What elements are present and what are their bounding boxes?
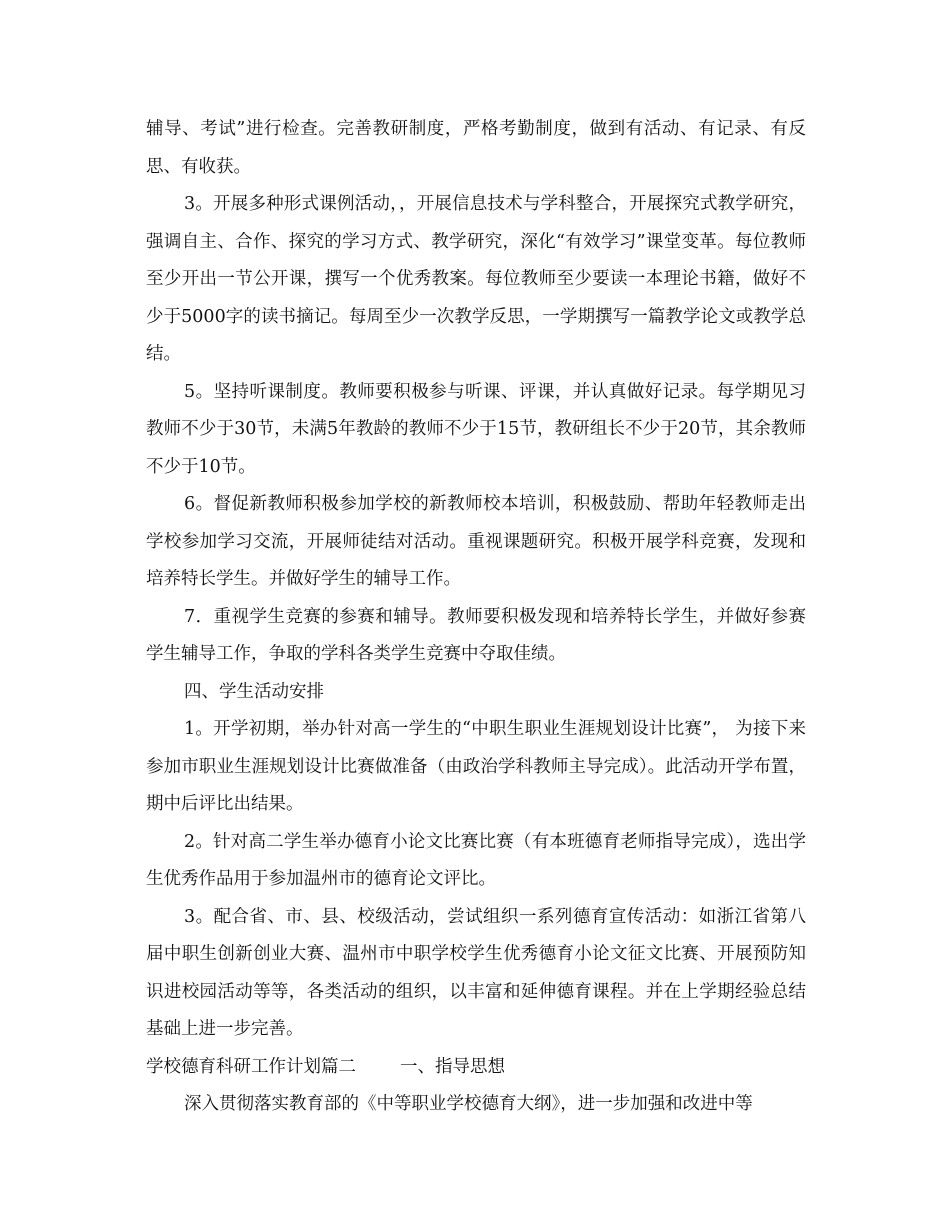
paragraph-2: 5。坚持听课制度。教师要积极参与听课、评课，并认真做好记录。每学期见习教师不少于30节，未满5年教龄的教师不少于15节，教研组长不少于20节，其余教师不少于10节。 — [146, 381, 806, 477]
paragraph-0: 辅导、考试”进行检查。完善教研制度，严格考勤制度，做到有活动、有记录、有反思、有收获。 — [146, 119, 806, 177]
paragraph-7: 2。针对高二学生举办德育小论文比赛比赛（有本班德育老师指导完成），选出学生优秀作品用于参加温州市的德育论文评比。 — [146, 831, 806, 889]
paragraph-8: 3。配合省、市、县、校级活动，尝试组织一系列德育宣传活动：如浙江省第八届中职生创新创业大赛、温州市中职学校学生优秀德育小论文征文比赛、开展预防知识进校园活动等等，各类活动的组织，以丰富和延伸德育课程。并在上学期经验总结基础上进一步完善。 — [146, 906, 806, 1039]
paragraph-3: 6。督促新教师积极参加学校的新教师校本培训，积极鼓励、帮助年轻教师走出学校参加学习交流，开展师徒结对活动。重视课题研究。积极开展学科竞赛，发现和培养特长学生。并做好学生的辅导工作。 — [146, 494, 806, 589]
article-title: 学校德育科研工作计划篇二 — [146, 1056, 356, 1077]
article-subtitle: 一、指导思想 — [400, 1056, 505, 1077]
article-heading — [146, 1049, 806, 1087]
paragraph-1: 3。开展多种形式课例活动，，开展信息技术与学科整合，开展探究式教学研究，强调自主、合作、探究的学习方式、教学研究，深化“有效学习”课堂变革。每位教师至少开出一节公开课，撰写一个优秀教案。每位教师至少要读一本理论书籍，做好不少于5000字的读书摘记。每周至少一次教学反思，一学期撰写一篇教学论文或教学总结。 — [146, 194, 806, 364]
paragraph-4: 7．重视学生竞赛的参赛和辅导。教师要积极发现和培养特长学生，并做好参赛学生辅导工作，争取的学科各类学生竞赛中夺取佳绩。 — [146, 606, 806, 664]
paragraph-last: 深入贯彻落实教育部的《中等职业学校德育大纲》，进一步加强和改进中等 — [184, 1094, 753, 1114]
paragraph-6: 1。开学初期，举办针对高一学生的“中职生职业生涯规划设计比赛”， 为接下来参加市职业生涯规划设计比赛做准备（由政治学科教师主导完成）。此活动开学布置，期中后评比出结果。 — [146, 719, 806, 814]
document-body — [146, 111, 806, 1124]
section-heading-4: 四、学生活动安排 — [184, 681, 324, 702]
